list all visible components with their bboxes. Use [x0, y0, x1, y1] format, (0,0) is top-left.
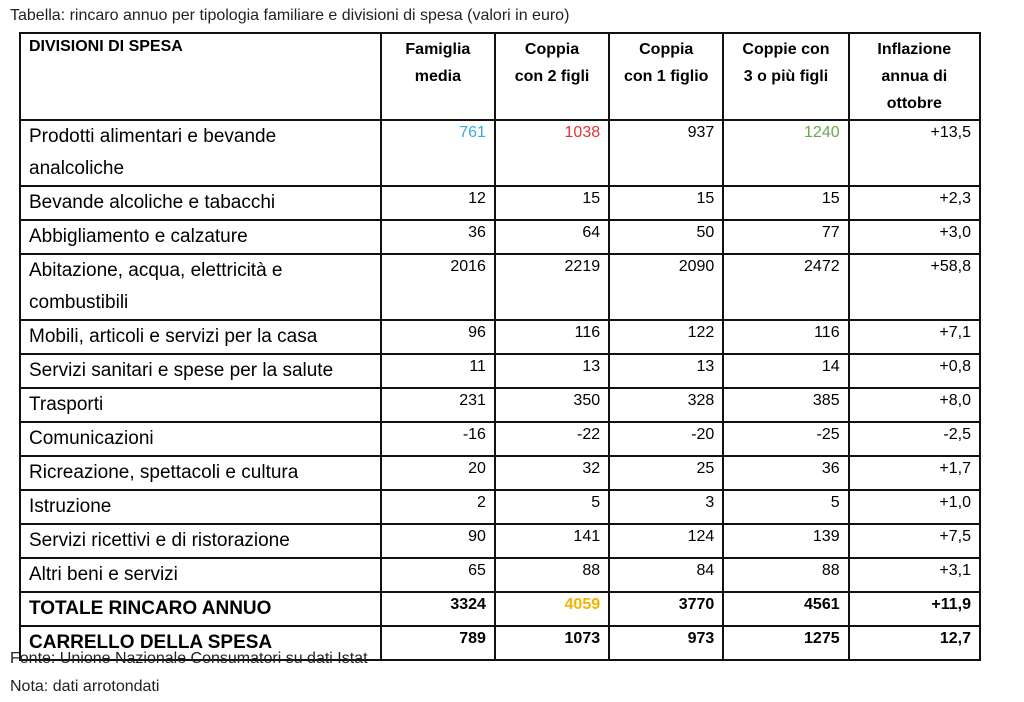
total-row — [20, 592, 980, 626]
row-label: Istruzione — [20, 490, 381, 524]
row-label: Abbigliamento e calzature — [20, 220, 381, 254]
header-coppia-1-figlio: Coppia con 1 figlio — [609, 33, 723, 120]
table-row — [20, 220, 980, 254]
cell-famiglia-media: 761 — [381, 120, 495, 186]
cell-coppia-2-figli: 1038 — [495, 120, 609, 186]
cell-coppia-1-figlio: 122 — [609, 320, 723, 354]
table-row — [20, 558, 980, 592]
cell-coppia-2-figli: 15 — [495, 186, 609, 220]
cell-coppia-1-figlio: 25 — [609, 456, 723, 490]
cell-coppie-3-figli: -25 — [723, 422, 848, 456]
cell-famiglia-media: 96 — [381, 320, 495, 354]
cell-inflazione: +2,3 — [849, 186, 980, 220]
table-row — [20, 254, 980, 320]
cell-coppia-1-figlio: 13 — [609, 354, 723, 388]
cell-inflazione: +8,0 — [849, 388, 980, 422]
cell-inflazione: +13,5 — [849, 120, 980, 186]
cell-famiglia-media: 2 — [381, 490, 495, 524]
cell-coppia-2-figli: 141 — [495, 524, 609, 558]
cell-coppia-2-figli: 88 — [495, 558, 609, 592]
header-row — [20, 33, 980, 120]
cell-coppia-2-figli: 5 — [495, 490, 609, 524]
cell-coppie-3-figli: 385 — [723, 388, 848, 422]
cell-coppie-3-figli: 77 — [723, 220, 848, 254]
cell-coppia-1-figlio: 937 — [609, 120, 723, 186]
cell-coppia-2-figli: 1073 — [495, 626, 609, 660]
table-row — [20, 490, 980, 524]
header-inflazione: Inflazione annua di ottobre — [849, 33, 980, 120]
header-famiglia-media: Famiglia media — [381, 33, 495, 120]
cell-famiglia-media: 12 — [381, 186, 495, 220]
cell-coppie-3-figli: 15 — [723, 186, 848, 220]
cell-inflazione: +7,1 — [849, 320, 980, 354]
cell-coppia-2-figli: 4059 — [495, 592, 609, 626]
cell-coppie-3-figli: 1275 — [723, 626, 848, 660]
cell-famiglia-media: 789 — [381, 626, 495, 660]
row-label: Bevande alcoliche e tabacchi — [20, 186, 381, 220]
cell-coppia-1-figlio: 2090 — [609, 254, 723, 320]
cell-famiglia-media: 11 — [381, 354, 495, 388]
cell-inflazione: +11,9 — [849, 592, 980, 626]
row-label: Servizi ricettivi e di ristorazione — [20, 524, 381, 558]
cell-coppie-3-figli: 88 — [723, 558, 848, 592]
cell-coppie-3-figli: 5 — [723, 490, 848, 524]
cell-coppie-3-figli: 2472 — [723, 254, 848, 320]
row-label: Mobili, articoli e servizi per la casa — [20, 320, 381, 354]
cell-famiglia-media: 90 — [381, 524, 495, 558]
row-label: Altri beni e servizi — [20, 558, 381, 592]
cell-coppia-1-figlio: 3770 — [609, 592, 723, 626]
cell-inflazione: -2,5 — [849, 422, 980, 456]
total-label: TOTALE RINCARO ANNUO — [20, 592, 381, 626]
source-note: Fonte: Unione Nazionale Consumatori su dati Istat — [10, 650, 368, 667]
expense-table — [19, 32, 981, 661]
cell-famiglia-media: 36 — [381, 220, 495, 254]
cell-inflazione: +58,8 — [849, 254, 980, 320]
row-label: Ricreazione, spettacoli e cultura — [20, 456, 381, 490]
cell-coppie-3-figli: 139 — [723, 524, 848, 558]
header-coppia-2-figli: Coppia con 2 figli — [495, 33, 609, 120]
table-row — [20, 456, 980, 490]
cell-coppia-1-figlio: 328 — [609, 388, 723, 422]
row-label: Abitazione, acqua, elettricità e combustibili — [20, 254, 381, 320]
cell-coppia-2-figli: 116 — [495, 320, 609, 354]
footnote: Nota: dati arrotondati — [10, 678, 160, 695]
table-row — [20, 120, 980, 186]
cell-coppia-2-figli: 2219 — [495, 254, 609, 320]
cell-coppia-1-figlio: 973 — [609, 626, 723, 660]
table-row — [20, 524, 980, 558]
cell-famiglia-media: 65 — [381, 558, 495, 592]
cell-coppia-2-figli: 13 — [495, 354, 609, 388]
cell-inflazione: +0,8 — [849, 354, 980, 388]
cell-coppie-3-figli: 36 — [723, 456, 848, 490]
cell-coppia-2-figli: -22 — [495, 422, 609, 456]
cell-coppia-2-figli: 32 — [495, 456, 609, 490]
row-label: Comunicazioni — [20, 422, 381, 456]
cell-coppia-2-figli: 350 — [495, 388, 609, 422]
cell-coppia-1-figlio: 3 — [609, 490, 723, 524]
cell-coppie-3-figli: 14 — [723, 354, 848, 388]
cell-inflazione: 12,7 — [849, 626, 980, 660]
row-label: Servizi sanitari e spese per la salute — [20, 354, 381, 388]
cell-famiglia-media: 3324 — [381, 592, 495, 626]
cell-coppia-1-figlio: 124 — [609, 524, 723, 558]
cell-coppie-3-figli: 1240 — [723, 120, 848, 186]
cell-inflazione: +1,0 — [849, 490, 980, 524]
cell-famiglia-media: 231 — [381, 388, 495, 422]
cell-coppie-3-figli: 4561 — [723, 592, 848, 626]
table-caption: Tabella: rincaro annuo per tipologia familiare e divisioni di spesa (valori in euro) — [10, 7, 570, 24]
row-label: Trasporti — [20, 388, 381, 422]
cell-coppia-1-figlio: 84 — [609, 558, 723, 592]
cell-coppia-1-figlio: 15 — [609, 186, 723, 220]
cell-famiglia-media: 2016 — [381, 254, 495, 320]
cell-famiglia-media: 20 — [381, 456, 495, 490]
cell-inflazione: +1,7 — [849, 456, 980, 490]
row-label: Prodotti alimentari e bevande analcoliche — [20, 120, 381, 186]
cell-inflazione: +7,5 — [849, 524, 980, 558]
cell-famiglia-media: -16 — [381, 422, 495, 456]
table-row — [20, 354, 980, 388]
header-division: DIVISIONI DI SPESA — [20, 33, 381, 120]
cell-coppia-2-figli: 64 — [495, 220, 609, 254]
cell-inflazione: +3,0 — [849, 220, 980, 254]
total-label: CARRELLO DELLA SPESA — [20, 626, 381, 660]
cell-coppia-1-figlio: 50 — [609, 220, 723, 254]
header-coppie-3-figli: Coppie con 3 o più figli — [723, 33, 848, 120]
cell-coppie-3-figli: 116 — [723, 320, 848, 354]
cell-inflazione: +3,1 — [849, 558, 980, 592]
table-row — [20, 422, 980, 456]
table-row — [20, 320, 980, 354]
table-row — [20, 388, 980, 422]
table-row — [20, 186, 980, 220]
cell-coppia-1-figlio: -20 — [609, 422, 723, 456]
